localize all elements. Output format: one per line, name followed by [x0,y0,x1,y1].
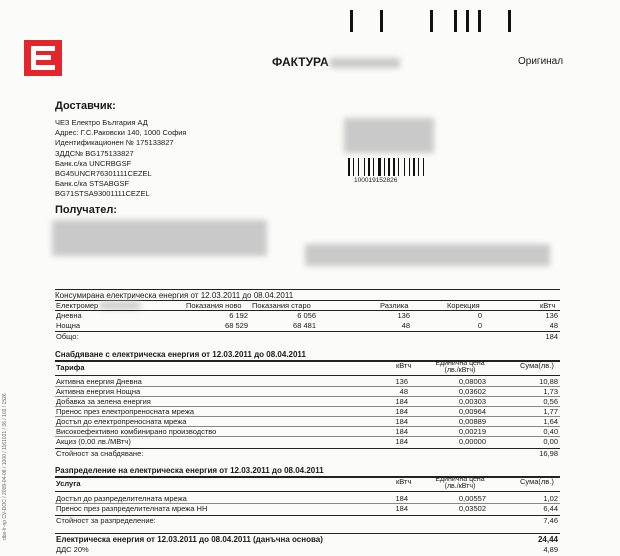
row-kwh: 184 [395,427,408,436]
barcode-bar [409,158,410,176]
consumption-total: 184 [545,332,558,341]
row-kwh: 48 [549,321,558,330]
row-name: Достъп до разпределителната мрежа [56,494,187,503]
recipient-heading: Получател: [55,204,117,216]
divider [55,289,560,290]
row-unit-price: 0,03602 [458,387,486,396]
supplier-line: BG45UNCR76301111CEZEL [55,169,152,179]
row-unit-price: 0,00219 [458,427,486,436]
row-corr: 0 [477,321,482,330]
supply-title: Снабдяване с електрическа енергия от 12.03.2011 до 08.04.2011 [55,350,306,359]
row-unit-price: 0,00557 [458,494,486,503]
row-old: 6 056 [297,311,316,320]
barcode-bar [373,158,374,176]
row-kwh: 184 [395,397,408,406]
row-name: Високоефективно комбинирано производство [56,427,217,436]
distribution-title: Разпределение на електрическа енергия от 12.03.2011 до 08.04.2011 [55,466,324,475]
row-name: Пренос през електропреносната мрежа [56,407,195,416]
supplier-line: BG71STSA93001111CEZEL [55,189,150,199]
col-header-new: Показания ново [186,301,242,310]
row-name: Добавка за зелена енергия [56,397,151,406]
row-diff: 136 [397,311,410,320]
supplier-line: ЗДДС№ BG175133827 [55,148,134,158]
supplier-line: ЧЕЗ Електро България АД [55,118,148,127]
supply-total-label: Стойност за снабдяване: [56,449,144,458]
copy-type: Оригинал [518,56,564,67]
barcode-bar [418,158,419,176]
row-kwh: 48 [399,387,408,396]
supplier-line: Банк.с/ка UNCRBGSF [55,158,132,168]
col-header-unit-price: Единична цена (лв./кВтч) [435,360,485,374]
barcode-bar [364,158,365,176]
invoice-title: ФАКТУРА [272,55,329,69]
col-header-kwh: кВтч [396,477,412,486]
barcode-bar [368,158,370,176]
consumption-total-label: Общо: [56,332,79,341]
barcode-bar [353,158,354,176]
distribution-total-label: Стойност за разпределение: [56,516,156,525]
row-kwh: 184 [395,417,408,426]
row-sum: 1,02 [543,494,558,503]
col-header-old: Показания старо [252,301,311,310]
divider [55,331,560,332]
col-header-diff: Разлика [380,301,409,310]
col-header-corr: Корекция [447,301,480,310]
col-header-sum: Сума(лв.) [520,477,554,486]
row-old: 68 481 [293,321,316,330]
barcode-bar [413,158,415,176]
vat-label: ДДС 20% [56,545,89,554]
row-name: Нощна [56,321,81,330]
row-name: Дневна [56,311,82,320]
row-name: Акциз (0.00 лв./МВтч) [56,437,131,446]
row-unit-price: 0,00964 [458,407,486,416]
barcode-bar [378,158,381,176]
barcode-bar [348,158,350,176]
row-kwh: 184 [395,437,408,446]
redacted-meter-id [100,302,140,309]
row-unit-price: 0,00303 [458,397,486,406]
tax-base-value: 24,44 [537,535,558,544]
supplier-heading: Доставчик: [55,100,116,112]
row-unit-price: 0,00000 [458,437,486,446]
consumption-title: Консумирана електрическа енергия от 12.03.2011 до 08.04.2011 [55,291,294,300]
row-sum: 6,44 [543,504,558,513]
row-kwh: 136 [545,311,558,320]
barcode-bar [423,158,424,176]
col-header-kwh: кВтч [540,301,556,310]
supply-total: 16,98 [539,449,558,458]
row-sum: 10,88 [539,377,558,386]
supplier-details [55,118,187,200]
row-corr: 0 [477,311,482,320]
row-kwh: 136 [395,377,408,386]
row-sum: 1,73 [543,387,558,396]
row-name: Активна енергия Нощна [56,387,141,396]
cez-logo [24,40,62,76]
col-header-tariff: Тарифа [56,363,85,372]
row-new: 6 192 [229,311,248,320]
barcode-bar [388,158,390,176]
row-name: Пренос през разпределителната мрежа НН [56,504,208,513]
row-unit-price: 0,08003 [458,377,486,386]
barcode-number: 100019152826 [354,177,398,184]
barcode-bar [393,158,395,176]
supplier-line: Банк.с/ка STSABGSF [55,179,130,189]
row-kwh: 184 [395,407,408,416]
barcode-bar [384,158,385,176]
row-diff: 48 [401,321,410,330]
row-unit-price: 0,00889 [458,417,486,426]
redacted-recipient-address [305,244,550,266]
row-sum: 0,00 [543,437,558,446]
barcode [348,158,428,176]
row-kwh: 184 [395,494,408,503]
row-name: Достъп до електропреносната мрежа [56,417,187,426]
col-header-meter: Електромер [56,301,99,310]
row-sum: 1,77 [543,407,558,416]
col-header-unit-price: Единична цена (лв./кВтч) [435,476,485,490]
redacted-invoice-number [330,58,400,68]
barcode-bar [404,158,405,176]
row-name: Активна енергия Дневна [56,377,142,386]
supplier-line: Адрес: Г.С.Раковски 140, 1000 София [55,128,187,138]
redacted-address [344,118,434,153]
col-header-sum: Сума(лв.) [520,361,554,370]
distribution-total: 7,46 [543,516,558,525]
row-sum: 0,56 [543,397,558,406]
col-header-service: Услуга [56,479,81,488]
supplier-line: Идентификационен № 175133827 [55,138,174,148]
divider [55,533,560,534]
row-unit-price: 0,03502 [458,504,486,513]
margin-print-code: dbs-fr-np CV-DOC / 2009-04-08 / 1000 / 1161021 / 36 / 102 / 1526 [2,393,8,540]
barcode-bar [398,158,399,176]
barcode-bar [358,158,359,176]
row-kwh: 184 [395,504,408,513]
vat-value: 4,89 [543,545,558,554]
tax-base-label: Електрическа енергия от 12.03.2011 до 08.04.2011 (данъчна основа) [56,535,323,544]
row-sum: 0,40 [543,427,558,436]
col-header-kwh: кВтч [396,361,412,370]
row-new: 68 529 [225,321,248,330]
redacted-recipient [52,220,267,256]
divider [55,375,560,376]
row-sum: 1,64 [543,417,558,426]
divider [55,491,560,492]
